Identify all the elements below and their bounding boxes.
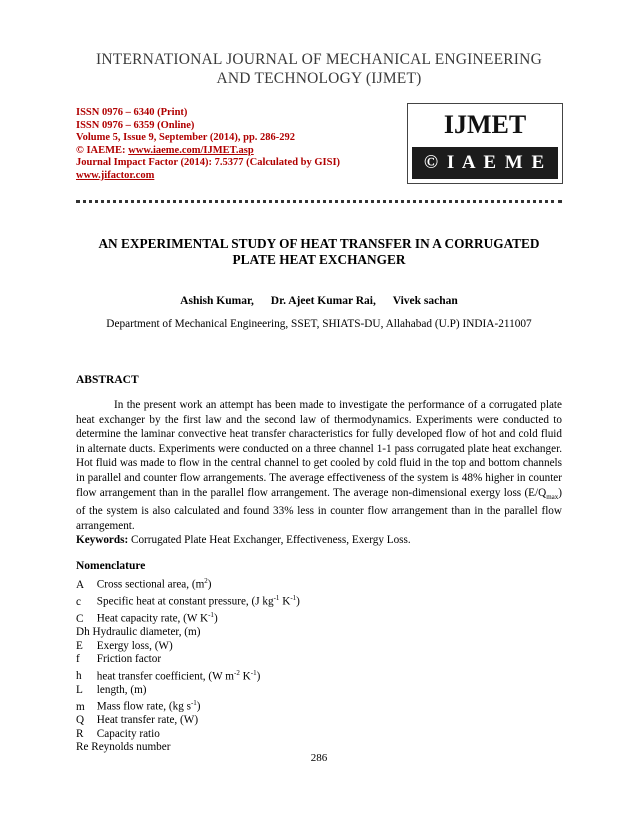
author-2: Dr. Ajeet Kumar Rai, — [270, 295, 376, 307]
paper-title-line-1: AN EXPERIMENTAL STUDY OF HEAT TRANSFER IN A CORRUGATED — [98, 236, 540, 251]
nomen-sup: -1 — [208, 611, 214, 620]
affiliation: Department of Mechanical Engineering, SSET, SHIATS-DU, Allahabad (U.P) INDIA-211007 — [106, 318, 532, 330]
nomen-desc: Specific heat at constant pressure, (J kg — [96, 595, 274, 608]
impact-factor: Journal Impact Factor (2014): 7.5377 (Calculated by GISI) — [76, 157, 341, 169]
nomen-desc: Friction factor — [96, 653, 162, 666]
iaeme-prefix: © IAEME: — [76, 144, 129, 156]
nomen-symbol: Re — [76, 741, 89, 754]
iaeme-line — [76, 145, 340, 158]
nomen-desc: heat transfer coefficient, (W m — [96, 670, 234, 683]
nomen-symbol: C — [76, 613, 84, 626]
abstract-body — [76, 398, 562, 534]
nomen-symbol: A — [76, 578, 85, 591]
nomen-desc: Cross sectional area, (m — [96, 578, 205, 591]
nomen-mid: K — [239, 670, 251, 683]
abstract-text-2: ) of the system is also calculated and found 33% less in counter flow arrangement than in the parallel flow arrangement. — [76, 486, 562, 532]
page-number: 286 — [310, 752, 328, 764]
nomen-mid: ) — [213, 613, 218, 626]
ijmet-logo — [407, 103, 563, 184]
abstract-text-1: In the present work an attempt has been made to investigate the performance of a corrugated plate heat exchanger by the first law and the second law of thermodynamics. Experiments were conducted to determine the laminar convective heat transfer characteristics for fully developed flow of hot and cold fluid in alternate ducts. Experiments were conducted on a three channel 1-1 pass corrugated plate heat exchanger. Hot fluid was made to flow in the central channel to get cooled by cold fluid in the top and bottom channels in parallel and counter flow arrangements. The average effectiveness of the system is 48% higher in counter flow arrangement than in the parallel flow arrangement. The average non-dimensional exergy loss (E/Q — [76, 399, 562, 499]
journal-title — [0, 50, 638, 88]
nomen-symbol: f — [76, 653, 80, 666]
nomen-end: ) — [256, 670, 261, 683]
nomen-desc: Reynolds number — [91, 741, 171, 754]
nomenclature-item — [76, 592, 300, 609]
volume-info: Volume 5, Issue 9, September (2014), pp. 286-292 — [76, 132, 296, 144]
nomen-symbol: h — [76, 670, 82, 683]
nomenclature-item — [76, 575, 300, 592]
keywords-text: Corrugated Plate Heat Exchanger, Effectiveness, Exergy Loss. — [128, 534, 411, 546]
nomenclature-heading: Nomenclature — [76, 560, 146, 572]
paper-title — [60, 236, 578, 268]
nomen-sup: -1 — [273, 594, 280, 603]
nomenclature-item — [76, 626, 300, 639]
author-3: Vivek sachan — [392, 295, 458, 307]
journal-title-line-1: INTERNATIONAL JOURNAL OF MECHANICAL ENGINEERING — [96, 51, 542, 68]
jifactor-line — [76, 170, 340, 183]
nomen-mid: ) — [207, 578, 212, 591]
nomen-mid: ) — [196, 700, 201, 713]
nomenclature-item — [76, 640, 300, 653]
nomen-desc: length, (m) — [96, 683, 147, 696]
nomenclature-item — [76, 653, 300, 666]
nomen-symbol: E — [76, 639, 83, 652]
nomenclature-item — [76, 684, 300, 697]
authors — [0, 295, 638, 307]
author-1: Ashish Kumar, — [180, 295, 254, 307]
nomenclature-item — [76, 728, 300, 741]
nomen-sup: -1 — [190, 699, 197, 708]
publication-metadata — [76, 107, 340, 183]
nomen-symbol: m — [76, 700, 85, 713]
nomen-mid: K — [279, 595, 291, 608]
nomen-desc: Hydraulic diameter, (m) — [92, 626, 201, 639]
nomen-symbol: L — [76, 683, 83, 696]
journal-title-line-2: AND TECHNOLOGY (IJMET) — [216, 70, 422, 87]
nomenclature-item — [76, 714, 300, 727]
header-divider — [76, 200, 562, 203]
nomen-desc: Heat capacity rate, (W K — [96, 613, 209, 626]
issn-online: ISSN 0976 – 6359 (Online) — [76, 119, 195, 131]
nomen-sup: 2 — [204, 577, 208, 585]
abstract-subscript: max — [546, 492, 559, 501]
keywords-label: Keywords: — [76, 534, 129, 546]
paper-title-line-2: PLATE HEAT EXCHANGER — [232, 252, 406, 267]
issn-print: ISSN 0976 – 6340 (Print) — [76, 107, 188, 118]
nomen-desc: Exergy loss, (W) — [96, 639, 173, 652]
nomen-desc: Capacity ratio — [96, 727, 160, 740]
nomen-sup: -2 — [234, 668, 240, 677]
iaeme-link[interactable]: www.iaeme.com/IJMET.asp — [128, 144, 254, 156]
logo-ijmet-text: IJMET — [443, 110, 527, 139]
nomenclature-list — [76, 575, 300, 755]
logo-iaeme-text: © I A E M E — [412, 147, 558, 179]
nomen-symbol: Q — [76, 714, 85, 727]
nomen-sup: -1 — [250, 668, 257, 677]
nomen-desc: Heat transfer rate, (W) — [96, 714, 199, 727]
abstract-heading: ABSTRACT — [76, 374, 139, 386]
nomen-end: ) — [296, 595, 300, 608]
nomen-symbol: Dh — [76, 626, 90, 639]
nomen-sup: -1 — [290, 594, 297, 603]
nomenclature-item — [76, 697, 300, 714]
keywords — [76, 534, 562, 546]
jifactor-link[interactable]: www.jifactor.com — [76, 169, 155, 181]
nomenclature-item — [76, 609, 300, 626]
nomen-symbol: R — [76, 727, 84, 740]
nomenclature-item — [76, 667, 300, 684]
nomen-symbol: c — [76, 595, 81, 608]
nomen-desc: Mass flow rate, (kg s — [96, 700, 191, 713]
